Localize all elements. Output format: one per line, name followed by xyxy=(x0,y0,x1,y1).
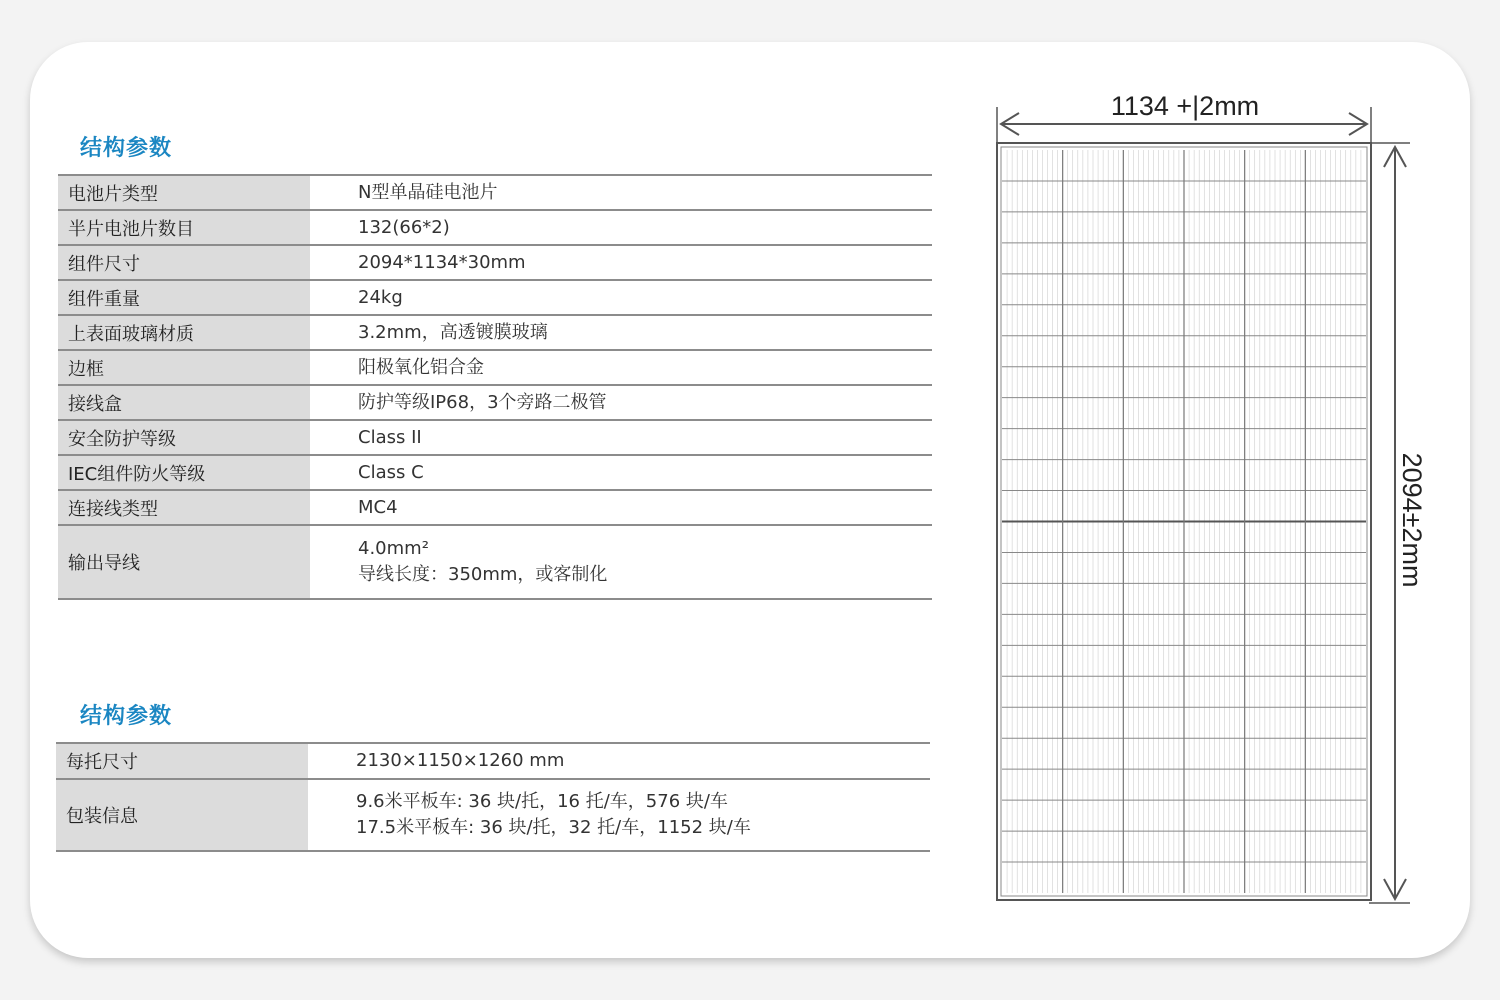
spec-row xyxy=(58,175,932,210)
spec-value-line: 9.6米平板车: 36 块/托，16 托/车，576 块/车 xyxy=(356,791,728,812)
spec-value xyxy=(310,280,932,315)
spec-row xyxy=(58,210,932,245)
spec-row xyxy=(58,350,932,385)
spec-label: 包装信息 xyxy=(56,779,308,851)
spec-label: 连接线类型 xyxy=(58,490,310,525)
spec-value-line: N型单晶硅电池片 xyxy=(358,181,498,203)
spec-value xyxy=(310,210,932,245)
spec-row xyxy=(58,280,932,315)
spec-value xyxy=(310,385,932,420)
solar-panel-diagram xyxy=(985,95,1445,915)
spec-value xyxy=(310,175,932,210)
spec-row xyxy=(58,455,932,490)
spec-value xyxy=(310,525,932,599)
spec-row xyxy=(58,525,932,599)
spec-value-line: 2094*1134*30mm xyxy=(358,251,526,273)
spec-label: 半片电池片数目 xyxy=(58,210,310,245)
width-dimension xyxy=(997,95,1371,143)
spec-value-line: 2130×1150×1260 mm xyxy=(356,750,565,771)
section-title-packaging: 结构参数 xyxy=(80,704,173,729)
spec-value-line: MC4 xyxy=(358,496,398,518)
spec-row xyxy=(56,743,930,779)
spec-label: 接线盒 xyxy=(58,385,310,420)
spec-value xyxy=(308,779,930,851)
spec-label: 边框 xyxy=(58,350,310,385)
spec-row xyxy=(56,779,930,851)
spec-value xyxy=(310,420,932,455)
spec-value-line: Class II xyxy=(358,426,422,448)
structure-spec-table xyxy=(58,174,932,600)
spec-value xyxy=(310,350,932,385)
packaging-spec-table xyxy=(56,742,930,852)
spec-label: IEC组件防火等级 xyxy=(58,455,310,490)
spec-value-line: 阳极氧化铝合金 xyxy=(358,356,484,378)
spec-row xyxy=(58,385,932,420)
spec-label: 电池片类型 xyxy=(58,175,310,210)
spec-label: 组件重量 xyxy=(58,280,310,315)
spec-value-line: 24kg xyxy=(358,286,403,308)
section-title-structure: 结构参数 xyxy=(80,136,173,161)
spec-value xyxy=(310,245,932,280)
spec-value-line: 导线长度：350mm，或客制化 xyxy=(358,564,608,585)
spec-label: 输出导线 xyxy=(58,525,310,599)
spec-row xyxy=(58,315,932,350)
height-label: 2094±2mm xyxy=(1397,452,1427,588)
width-label: 1134 +|2mm xyxy=(1110,95,1260,121)
panel-drawing xyxy=(997,143,1371,900)
spec-value xyxy=(310,490,932,525)
spec-value-line: 4.0mm² xyxy=(358,538,429,559)
spec-row xyxy=(58,420,932,455)
spec-value-line: 防护等级IP68，3个旁路二极管 xyxy=(358,391,607,413)
spec-value-line: 132(66*2) xyxy=(358,216,450,238)
spec-label: 安全防护等级 xyxy=(58,420,310,455)
spec-value-line: Class C xyxy=(358,461,424,483)
spec-label: 上表面玻璃材质 xyxy=(58,315,310,350)
spec-row xyxy=(58,490,932,525)
height-dimension xyxy=(1369,143,1427,903)
spec-value xyxy=(308,743,930,779)
spec-label: 组件尺寸 xyxy=(58,245,310,280)
spec-value-line: 3.2mm，高透镀膜玻璃 xyxy=(358,321,548,343)
spec-row xyxy=(58,245,932,280)
spec-value xyxy=(310,455,932,490)
spec-value xyxy=(310,315,932,350)
spec-value-line: 17.5米平板车: 36 块/托，32 托/车，1152 块/车 xyxy=(356,817,751,838)
spec-label: 每托尺寸 xyxy=(56,743,308,779)
